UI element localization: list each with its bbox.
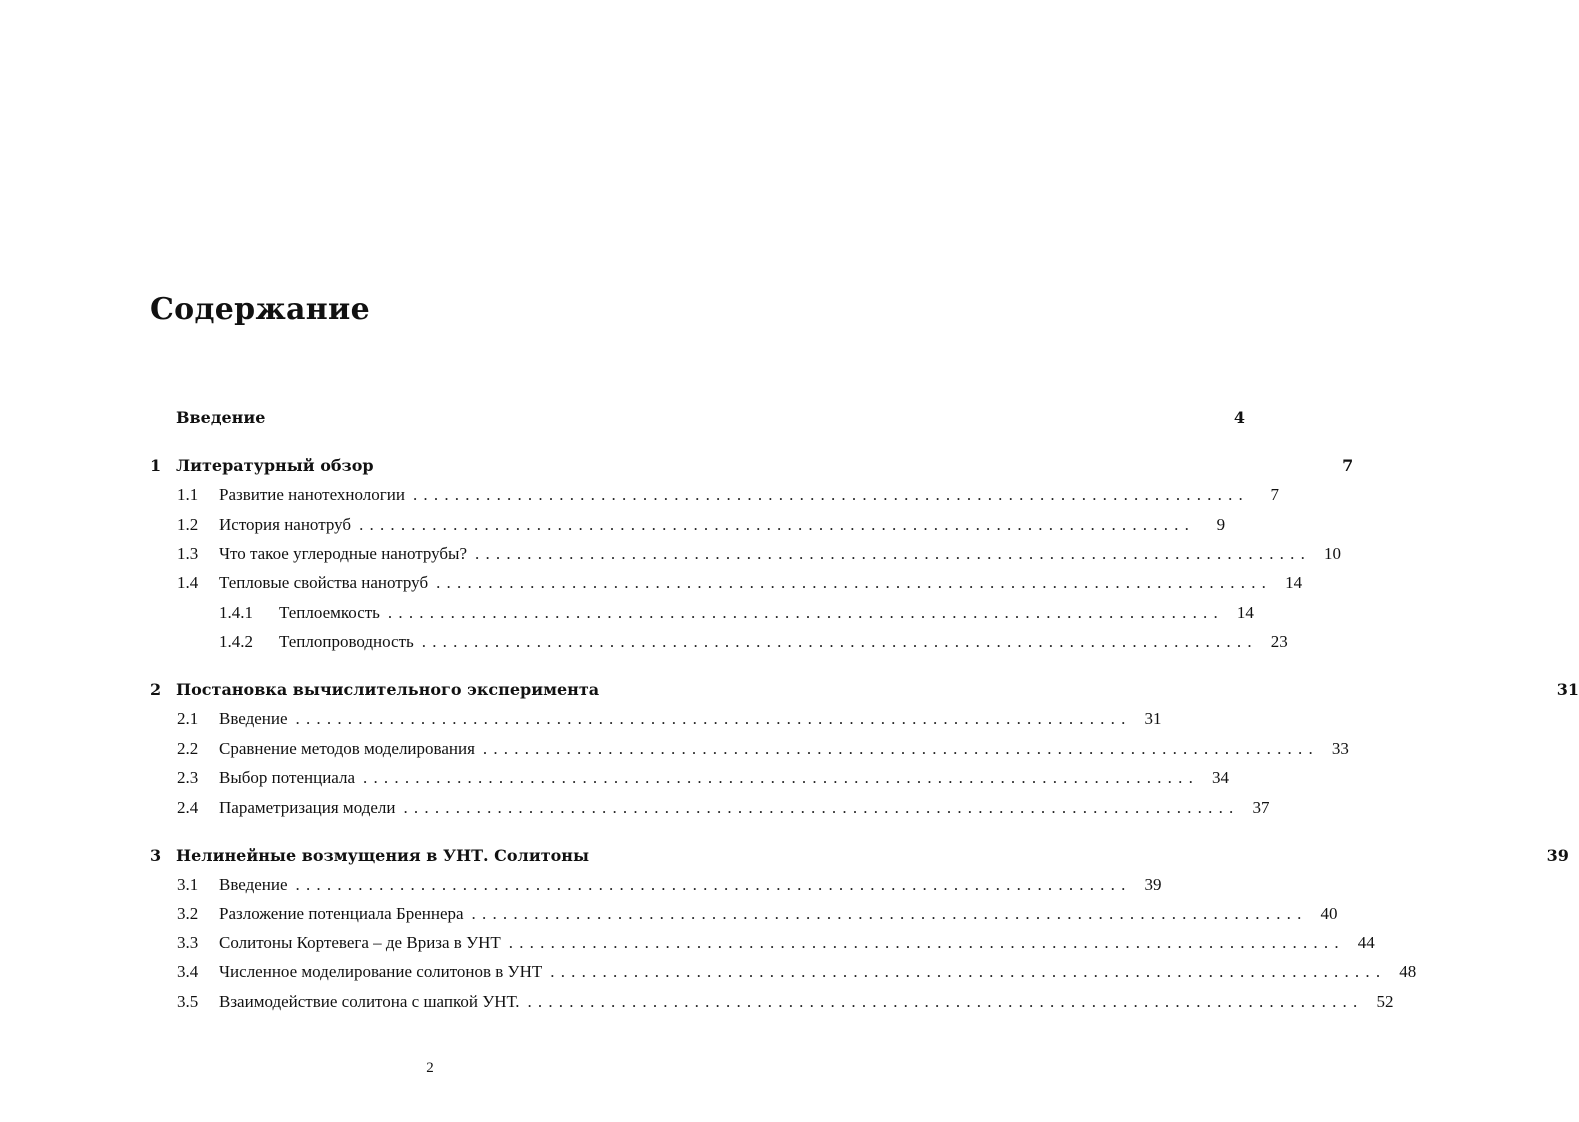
toc-entry-label: Введение [176, 408, 266, 427]
toc-entry-label: Нелинейные возмущения в УНТ. Солитоны [176, 846, 590, 865]
dot-leader: ................................................................................ [363, 768, 1200, 787]
dot-leader: ................................................................................ [295, 875, 1132, 894]
toc-entry-number: 2.2 [177, 739, 199, 758]
toc-entry-page: 14 [1285, 573, 1303, 592]
toc-entry-number: 3.5 [177, 992, 199, 1011]
toc-entry-number: 2.3 [177, 768, 199, 787]
toc-entry-page: 34 [1212, 768, 1230, 787]
toc-entry-section[interactable] [150, 739, 1349, 763]
toc-entry-label: Сравнение методов моделирования [219, 739, 475, 758]
page-number: 2 [426, 1060, 434, 1076]
toc-entry-section[interactable] [150, 904, 1338, 928]
toc-entry-page: 37 [1252, 798, 1270, 817]
dot-leader: ................................................................................ [359, 515, 1196, 534]
toc-entry-number: 1 [150, 456, 162, 475]
toc-entry-number: 3.1 [177, 875, 199, 894]
dot-leader: ................................................................................ [527, 992, 1364, 1011]
dot-leader: ................................................................................ [412, 485, 1249, 504]
toc-entry-number: 1.3 [177, 544, 199, 563]
toc-entry-label: История нанотруб [219, 515, 352, 534]
page-title: Содержание [150, 292, 370, 327]
toc-entry-label: Введение [219, 875, 288, 894]
toc-entry-section[interactable] [150, 485, 1279, 509]
dot-leader: ................................................................................ [550, 962, 1387, 981]
dot-leader: ................................................................................ [482, 739, 1319, 758]
toc-entry-label: Что такое углеродные нанотрубы? [219, 544, 468, 563]
toc-entry-number: 2.4 [177, 798, 199, 817]
toc-entry-label: Солитоны Кортевега – де Вриза в УНТ [219, 933, 501, 952]
toc-entry-number: 3.3 [177, 933, 199, 952]
toc-entry-number: 1.1 [177, 485, 199, 504]
toc-entry-label: Постановка вычислительного эксперимента [176, 680, 600, 699]
toc-entry-number: 1.4.1 [219, 603, 253, 622]
toc-entry-number: 2 [150, 680, 162, 699]
toc-entry-chapter[interactable] [150, 408, 1246, 432]
toc-entry-section[interactable] [150, 515, 1226, 539]
toc-entry-number: 1.4 [177, 573, 199, 592]
toc-entry-label: Теплоемкость [279, 603, 380, 622]
dot-leader: ................................................................................ [403, 798, 1240, 817]
toc-entry-subsection[interactable] [150, 632, 1288, 656]
toc-entry-subsection[interactable] [150, 603, 1254, 627]
toc-entry-page: 52 [1376, 992, 1394, 1011]
toc-entry-section[interactable] [150, 933, 1375, 957]
toc-entry-page: 7 [1270, 485, 1279, 504]
toc-entry-page: 40 [1320, 904, 1338, 923]
toc-entry-page: 33 [1331, 739, 1349, 758]
toc-entry-number: 2.1 [177, 709, 199, 728]
toc-entry-section[interactable] [150, 962, 1417, 986]
toc-entry-label: Тепловые свойства нанотруб [219, 573, 429, 592]
toc-entry-page: 7 [1342, 456, 1354, 475]
toc-entry-page: 39 [1144, 875, 1162, 894]
toc-entry-page: 9 [1216, 515, 1226, 534]
dot-leader: ................................................................................ [436, 573, 1273, 592]
toc-entry-number: 3.4 [177, 962, 199, 981]
toc-entry-number: 3 [150, 846, 162, 865]
toc-entry-page: 14 [1236, 603, 1254, 622]
toc-entry-section[interactable] [150, 798, 1270, 822]
toc-entry-page: 48 [1399, 962, 1417, 981]
dot-leader: ................................................................................ [508, 933, 1345, 952]
toc-entry-label: Развитие нанотехнологии [219, 485, 405, 504]
toc-entry-section[interactable] [150, 544, 1342, 568]
toc-entry-label: Разложение потенциала Бреннера [219, 904, 464, 923]
dot-leader: ................................................................................ [387, 603, 1224, 622]
toc-entry-section[interactable] [150, 768, 1230, 792]
toc-entry-chapter[interactable] [150, 680, 1579, 704]
toc-entry-page: 44 [1357, 933, 1375, 952]
dot-leader: ................................................................................ [421, 632, 1258, 651]
toc-entry-label: Выбор потенциала [219, 768, 356, 787]
toc-entry-section[interactable] [150, 875, 1162, 899]
dot-leader: ................................................................................ [295, 709, 1132, 728]
toc-entry-number: 1.2 [177, 515, 199, 534]
toc-entry-page: 10 [1324, 544, 1342, 563]
toc-entry-label: Введение [219, 709, 288, 728]
toc-entry-page: 23 [1270, 632, 1288, 651]
toc-entry-section[interactable] [150, 709, 1162, 733]
toc-entry-page: 4 [1233, 408, 1246, 427]
toc-entry-label: Литературный обзор [176, 456, 374, 475]
toc-entry-page: 31 [1144, 709, 1162, 728]
toc-entry-number: 1.4.2 [219, 632, 253, 651]
toc-entry-page: 31 [1556, 680, 1579, 699]
toc-entry-label: Взаимодействие солитона с шапкой УНТ. [219, 992, 520, 1011]
toc-entry-label: Численное моделирование солитонов в УНТ [219, 962, 543, 981]
toc-entry-section[interactable] [150, 992, 1394, 1016]
toc-entry-chapter[interactable] [150, 846, 1569, 870]
toc-entry-page: 39 [1546, 846, 1569, 865]
toc-entry-section[interactable] [150, 573, 1303, 597]
dot-leader: ................................................................................ [475, 544, 1312, 563]
toc-entry-chapter[interactable] [150, 456, 1354, 480]
dot-leader: ................................................................................ [471, 904, 1308, 923]
toc-entry-label: Параметризация модели [219, 798, 396, 817]
toc-entry-number: 3.2 [177, 904, 199, 923]
toc-entry-label: Теплопроводность [279, 632, 414, 651]
